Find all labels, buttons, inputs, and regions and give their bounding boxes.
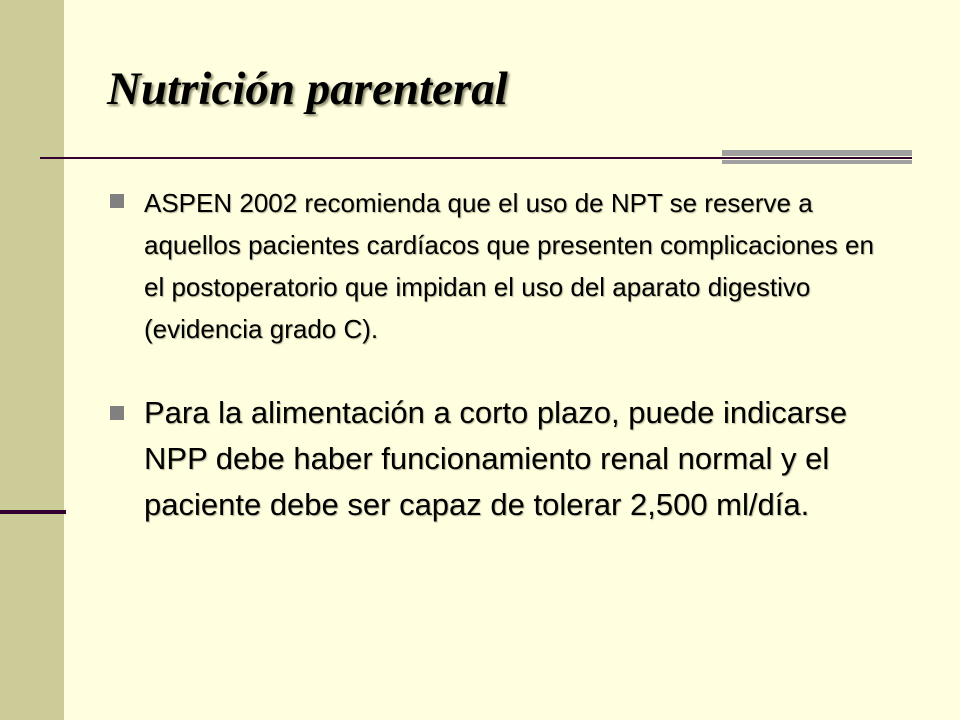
slide-title: Nutrición parenteral — [107, 63, 508, 115]
bullet-text: ASPEN 2002 recomienda que el uso de NPT se reserve a aquellos pacientes cardíacos que presenten complicaciones en el postoperatorio que impidan el uso del aparato digestivo (evidencia grado C). — [144, 188, 874, 344]
square-bullet-icon — [110, 194, 124, 208]
bullet-list — [108, 182, 908, 528]
bullet-text: Para la alimentación a corto plazo, puede indicarse NPP debe haber funcionamiento renal normal y el paciente debe ser capaz de tolerar 2,500 ml/día. — [144, 395, 848, 522]
left-sidebar-bar — [0, 0, 64, 720]
bullet-item-npp — [108, 390, 884, 528]
title-underline — [40, 157, 912, 159]
title-rule-gray-bottom — [722, 160, 912, 164]
bullet-item-aspen — [108, 182, 874, 350]
title-rule-gray-top — [722, 150, 912, 156]
sidebar-accent-line — [0, 510, 66, 514]
square-bullet-icon — [110, 406, 124, 420]
